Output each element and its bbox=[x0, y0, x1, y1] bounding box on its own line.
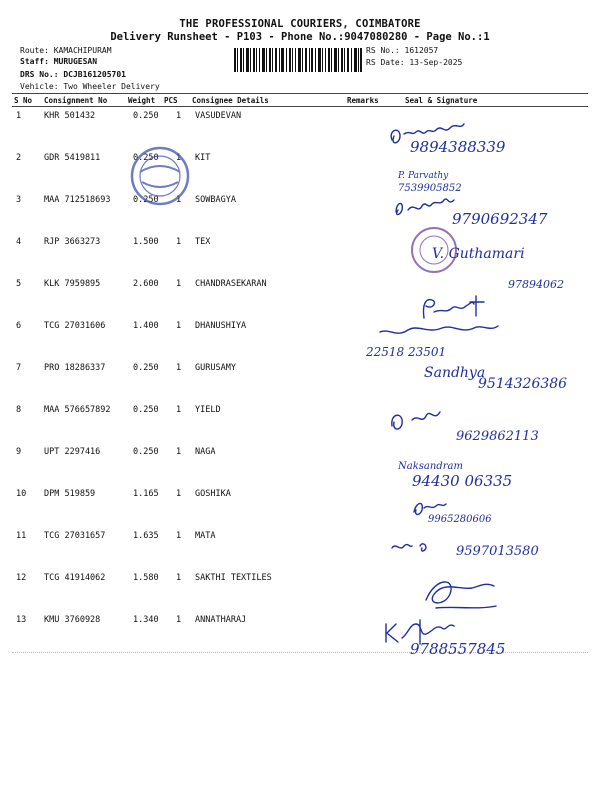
row-pcs: 1 bbox=[176, 153, 182, 163]
row-sno: 10 bbox=[16, 489, 27, 499]
row-consignee: TEX bbox=[195, 237, 211, 247]
signature-row-13 bbox=[386, 620, 454, 644]
row-weight: 0.250 bbox=[133, 111, 159, 121]
signature-row-9-phone: 94430 06335 bbox=[412, 472, 513, 490]
row-sno: 5 bbox=[16, 279, 22, 289]
signature-row-3 bbox=[396, 199, 454, 214]
col-sno: S No bbox=[14, 96, 33, 105]
row-consignee: VASUDEVAN bbox=[195, 111, 242, 121]
row-weight: 0.250 bbox=[133, 447, 159, 457]
header-rule bbox=[12, 93, 588, 94]
signature-row-10-phone: 9965280606 bbox=[428, 514, 492, 525]
column-header-rule bbox=[12, 106, 588, 107]
row-sno: 8 bbox=[16, 405, 22, 415]
row-consignment: TCG 27031606 bbox=[44, 321, 106, 331]
table-bottom-rule bbox=[12, 652, 588, 653]
row-weight: 1.400 bbox=[133, 321, 159, 331]
row-consignment: TCG 27031657 bbox=[44, 531, 106, 541]
row-pcs: 1 bbox=[176, 531, 182, 541]
row-weight: 1.580 bbox=[133, 573, 159, 583]
signature-row-7-phone: 9514326386 bbox=[478, 376, 568, 392]
signature-row-11-phone: 9597013580 bbox=[456, 544, 539, 559]
row-consignment: KHR 501432 bbox=[44, 111, 96, 121]
row-consignment: DPM 519859 bbox=[44, 489, 96, 499]
row-pcs: 1 bbox=[176, 195, 182, 205]
signature-row-11 bbox=[392, 544, 426, 551]
signature-row-12 bbox=[426, 582, 496, 608]
row-consignment: PRO 18286337 bbox=[44, 363, 106, 373]
row-sno: 7 bbox=[16, 363, 22, 373]
row-weight: 1.635 bbox=[133, 531, 159, 541]
signature-row-2-phone: 7539905852 bbox=[398, 183, 462, 194]
row-consignment: RJP 3663273 bbox=[44, 237, 101, 247]
row-weight: 0.250 bbox=[133, 405, 159, 415]
row-pcs: 1 bbox=[176, 447, 182, 457]
signature-row-7-name: Sandhya bbox=[424, 365, 486, 381]
row-sno: 3 bbox=[16, 195, 22, 205]
signature-row-3-phone: 9790692347 bbox=[452, 210, 548, 228]
vehicle-label: Vehicle: Two Wheeler Delivery bbox=[20, 82, 160, 91]
row-sno: 11 bbox=[16, 531, 27, 541]
receiver-stamp bbox=[412, 228, 456, 272]
row-sno: 4 bbox=[16, 237, 22, 247]
row-pcs: 1 bbox=[176, 573, 182, 583]
barcode bbox=[234, 48, 362, 72]
signature-row-2-name: P. Parvathy bbox=[398, 171, 449, 181]
row-pcs: 1 bbox=[176, 363, 182, 373]
row-sno: 13 bbox=[16, 615, 27, 625]
col-pcs: PCS bbox=[164, 96, 178, 105]
row-consignee: GURUSAMY bbox=[195, 363, 236, 373]
row-consignee: MATA bbox=[195, 531, 216, 541]
row-weight: 0.250 bbox=[133, 363, 159, 373]
row-pcs: 1 bbox=[176, 321, 182, 331]
staff-label: Staff: MURUGESAN bbox=[20, 57, 98, 66]
row-consignment: KMU 3760928 bbox=[44, 615, 101, 625]
row-sno: 1 bbox=[16, 111, 22, 121]
row-consignee: YIELD bbox=[195, 405, 221, 415]
row-consignee: CHANDRASEKARAN bbox=[195, 279, 267, 289]
signature-row-5-phone: 97894062 bbox=[508, 278, 564, 291]
signature-row-13-phone: 9788557845 bbox=[410, 640, 506, 658]
signature-row-8 bbox=[392, 412, 440, 429]
row-pcs: 1 bbox=[176, 489, 182, 499]
row-pcs: 1 bbox=[176, 237, 182, 247]
company-title: THE PROFESSIONAL COURIERS, COIMBATORE bbox=[179, 18, 421, 30]
signature-row-5 bbox=[423, 296, 484, 318]
row-weight: 1.165 bbox=[133, 489, 159, 499]
col-weight: Weight bbox=[128, 96, 156, 105]
row-sno: 9 bbox=[16, 447, 22, 457]
signature-row-1-phone: 9894388339 bbox=[410, 138, 506, 156]
route-label: Route: KAMACHIPURAM bbox=[20, 46, 112, 55]
row-consignment: KLK 7959895 bbox=[44, 279, 101, 289]
signature-row-8-phone: 9629862113 bbox=[456, 429, 539, 444]
row-consignment: GDR 5419811 bbox=[44, 153, 101, 163]
runsheet-title: Delivery Runsheet - P103 - Phone No.:9047080280 - Page No.:1 bbox=[110, 31, 490, 43]
row-consignment: MAA 712518693 bbox=[44, 195, 111, 205]
row-sno: 12 bbox=[16, 573, 27, 583]
row-pcs: 1 bbox=[176, 111, 182, 121]
signature-row-6-phone: 22518 23501 bbox=[366, 345, 447, 359]
row-weight: 1.340 bbox=[133, 615, 159, 625]
row-weight: 2.600 bbox=[133, 279, 159, 289]
row-consignee: SOWBAGYA bbox=[195, 195, 236, 205]
col-consignee: Consignee Details bbox=[192, 96, 269, 105]
row-sno: 2 bbox=[16, 153, 22, 163]
rs-number: RS No.: 1612057 bbox=[366, 46, 439, 55]
row-consignee: DHANUSHIYA bbox=[195, 321, 247, 331]
row-consignment: MAA 576657892 bbox=[44, 405, 111, 415]
row-consignee: KIT bbox=[195, 153, 211, 163]
row-consignee: ANNATHARAJ bbox=[195, 615, 247, 625]
col-consignment: Consignment No bbox=[44, 96, 108, 105]
signature-row-1 bbox=[391, 124, 464, 143]
col-seal-signature: Seal & Signature bbox=[405, 96, 478, 105]
row-consignee: GOSHIKA bbox=[195, 489, 231, 499]
row-weight: 0.250 bbox=[133, 153, 159, 163]
signature-row-10 bbox=[414, 503, 446, 514]
col-remarks: Remarks bbox=[347, 96, 379, 105]
row-weight: 1.500 bbox=[133, 237, 159, 247]
row-sno: 6 bbox=[16, 321, 22, 331]
row-pcs: 1 bbox=[176, 615, 182, 625]
signature-row-6 bbox=[380, 326, 498, 333]
row-consignment: UPT 2297416 bbox=[44, 447, 101, 457]
row-consignment: TCG 41914062 bbox=[44, 573, 106, 583]
row-pcs: 1 bbox=[176, 405, 182, 415]
row-consignee: SAKTHI TEXTILES bbox=[195, 573, 272, 583]
rs-date: RS Date: 13-Sep-2025 bbox=[366, 58, 463, 67]
row-consignee: NAGA bbox=[195, 447, 216, 457]
signature-row-9-name: Naksandram bbox=[398, 461, 463, 472]
row-pcs: 1 bbox=[176, 279, 182, 289]
row-weight: 0.250 bbox=[133, 195, 159, 205]
drs-label: DRS No.: DCJB161205701 bbox=[20, 70, 126, 79]
signature-row-4-name: V. Guthamari bbox=[432, 246, 525, 262]
